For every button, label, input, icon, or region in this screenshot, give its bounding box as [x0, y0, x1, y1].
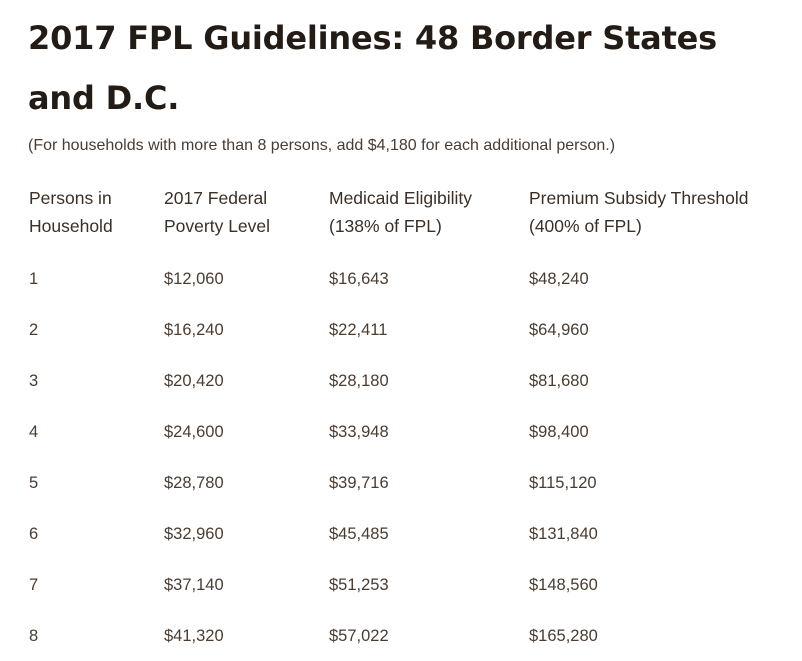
header-medicaid-eligibility — [329, 184, 472, 240]
table-row — [28, 520, 788, 548]
fpl-cell: $32,960 — [164, 525, 224, 543]
subsidy-cell: $148,560 — [529, 576, 598, 594]
header-line: Persons in — [29, 188, 112, 208]
medicaid-cell: $45,485 — [329, 525, 389, 543]
header-line: (400% of FPL) — [529, 216, 642, 236]
subsidy-cell: $64,960 — [529, 321, 589, 339]
header-line: Poverty Level — [164, 216, 271, 236]
household-note: (For households with more than 8 persons, add $4,180 for each additional person.) — [28, 137, 616, 154]
header-line: Medicaid Eligibility — [329, 188, 472, 208]
table-row — [28, 316, 788, 344]
header-line: Household — [29, 216, 113, 236]
subsidy-cell: $81,680 — [529, 372, 589, 390]
header-persons-in-household — [29, 184, 113, 240]
header-line: (138% of FPL) — [329, 216, 442, 236]
persons-cell: 5 — [29, 474, 39, 492]
persons-cell: 7 — [29, 576, 39, 594]
fpl-cell: $16,240 — [164, 321, 224, 339]
persons-cell: 1 — [29, 270, 39, 288]
page-title: 2017 FPL Guidelines: 48 Border States and D.C. — [28, 19, 718, 117]
subsidy-cell: $98,400 — [529, 423, 589, 441]
fpl-cell: $28,780 — [164, 474, 224, 492]
subsidy-cell: $165,280 — [529, 627, 598, 645]
fpl-cell: $37,140 — [164, 576, 224, 594]
persons-cell: 6 — [29, 525, 39, 543]
medicaid-cell: $57,022 — [329, 627, 389, 645]
fpl-cell: $20,420 — [164, 372, 224, 390]
medicaid-cell: $28,180 — [329, 372, 389, 390]
table-row — [28, 469, 788, 497]
header-line: 2017 Federal — [164, 188, 268, 208]
subsidy-cell: $48,240 — [529, 270, 589, 288]
fpl-cell: $12,060 — [164, 270, 224, 288]
fpl-cell: $41,320 — [164, 627, 224, 645]
persons-cell: 8 — [29, 627, 39, 645]
header-federal-poverty-level — [164, 184, 270, 240]
table-row — [28, 265, 788, 293]
table-row — [28, 367, 788, 395]
medicaid-cell: $22,411 — [329, 321, 388, 339]
table-row — [28, 571, 788, 599]
medicaid-cell: $33,948 — [329, 423, 389, 441]
persons-cell: 2 — [29, 321, 39, 339]
subsidy-cell: $131,840 — [529, 525, 598, 543]
medicaid-cell: $16,643 — [329, 270, 389, 288]
medicaid-cell: $39,716 — [329, 474, 389, 492]
medicaid-cell: $51,253 — [329, 576, 389, 594]
header-line: Premium Subsidy Threshold — [529, 188, 749, 208]
fpl-cell: $24,600 — [164, 423, 224, 441]
persons-cell: 3 — [29, 372, 39, 390]
table-row — [28, 622, 788, 650]
table-row — [28, 418, 788, 446]
persons-cell: 4 — [29, 423, 39, 441]
subsidy-cell: $115,120 — [529, 474, 597, 492]
header-premium-subsidy-threshold — [529, 184, 749, 240]
